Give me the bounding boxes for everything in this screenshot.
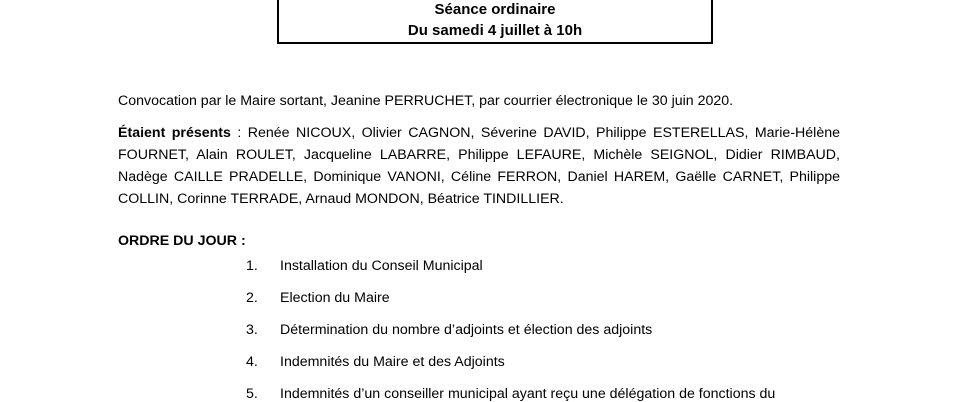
agenda-item-number: 2. (246, 290, 258, 306)
agenda-item-label: Indemnités d’un conseiller municipal ayant reçu une délégation de fonctions du (280, 386, 776, 402)
agenda-item-number: 1. (246, 258, 258, 274)
agenda-item (246, 322, 652, 338)
session-title-box (277, 0, 713, 44)
convocation-text: Convocation par le Maire sortant, Jeanine PERRUCHET, par courrier électronique le 30 juin 2020. (118, 93, 734, 109)
agenda-item (246, 258, 483, 274)
attendees-label: Étaient présents (118, 125, 231, 141)
agenda-item-number: 3. (246, 322, 258, 338)
agenda-item-label: Installation du Conseil Municipal (280, 258, 483, 274)
agenda-item-label: Election du Maire (280, 290, 390, 306)
agenda-item (246, 354, 505, 370)
agenda-heading: ORDRE DU JOUR : (118, 233, 246, 249)
agenda-item-number: 5. (246, 386, 258, 402)
agenda-item-label: Détermination du nombre d’adjoints et élection des adjoints (280, 322, 653, 338)
agenda-item-number: 4. (246, 354, 258, 370)
session-date: Du samedi 4 juillet à 10h (407, 22, 583, 39)
agenda-item-label: Indemnités du Maire et des Adjoints (280, 354, 505, 370)
agenda-item (246, 290, 390, 306)
attendees-paragraph (118, 122, 840, 210)
session-type: Séance ordinaire (434, 1, 556, 18)
attendees-list: : Renée NICOUX, Olivier CAGNON, Séverine DAVID, Philippe ESTERELLAS, Marie-Hélène FOURNET, Alain ROULET, Jacqueline LABARRE, Philippe LEFAURE, Michèle SEIGNOL, Didier RIMBAUD, Nadège CAILLE PRADELLE, Dominique VANONI, Céline FERRON, Daniel HAREM, Gaëlle CARNET, Philippe COLLIN, Corinne TERRADE, Arnaud MONDON, Béatrice TINDILLIER. (118, 125, 840, 207)
